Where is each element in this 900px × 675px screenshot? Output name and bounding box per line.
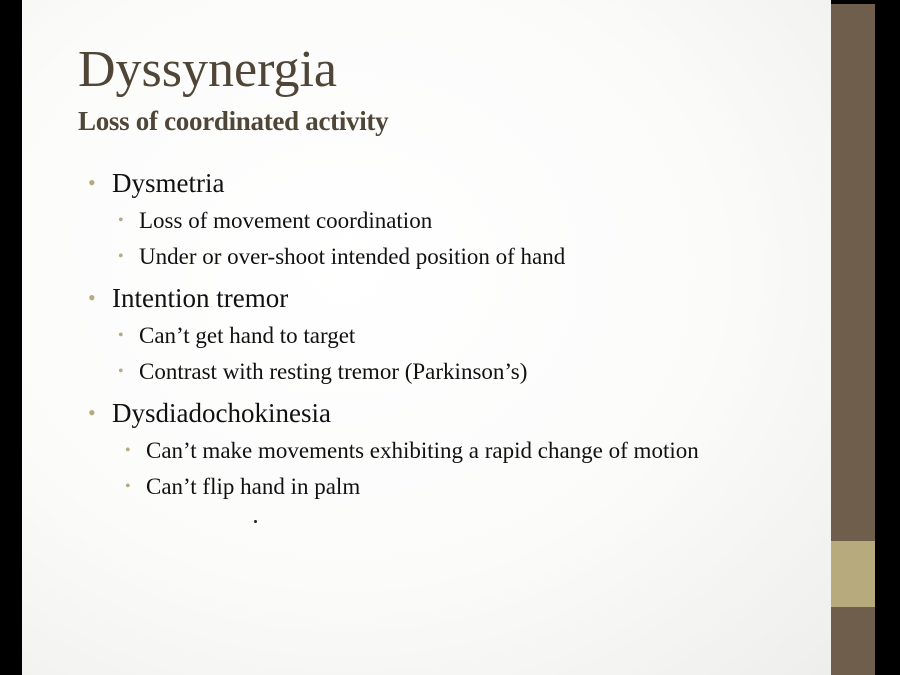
bullet-text: Can’t flip hand in palm bbox=[146, 474, 361, 499]
slide-title: Dyssynergia bbox=[78, 41, 338, 98]
bullet-icon: • bbox=[125, 478, 131, 495]
slide-subtitle: Loss of coordinated activity bbox=[78, 106, 389, 136]
bullet-text: Contrast with resting tremor (Parkinson’s) bbox=[139, 359, 528, 384]
slide-accent-block bbox=[831, 541, 875, 607]
bullet-icon: • bbox=[88, 400, 96, 425]
bullet-list bbox=[22, 0, 831, 675]
bullet-text: Under or over-shoot intended position of hand bbox=[139, 244, 566, 269]
bullet-icon: • bbox=[118, 327, 124, 344]
bullet-text: Loss of movement coordination bbox=[139, 208, 433, 233]
bullet-text: Intention tremor bbox=[112, 283, 289, 313]
bullet-icon: • bbox=[118, 212, 124, 229]
stray-mark bbox=[254, 520, 257, 523]
presentation-slide bbox=[22, 0, 831, 675]
bullet-text: Can’t make movements exhibiting a rapid change of motion bbox=[146, 438, 699, 463]
bullet-icon: • bbox=[88, 170, 96, 195]
bullet-text: Dysdiadochokinesia bbox=[112, 398, 331, 428]
bullet-icon: • bbox=[125, 442, 131, 459]
bullet-icon: • bbox=[88, 285, 96, 310]
bullet-icon: • bbox=[118, 363, 124, 380]
bullet-text: Dysmetria bbox=[112, 168, 225, 198]
bullet-text: Can’t get hand to target bbox=[139, 323, 356, 348]
slide-accent-bar bbox=[831, 4, 875, 541]
slide-accent-bar-bottom bbox=[831, 607, 875, 675]
bullet-icon: • bbox=[118, 248, 124, 265]
